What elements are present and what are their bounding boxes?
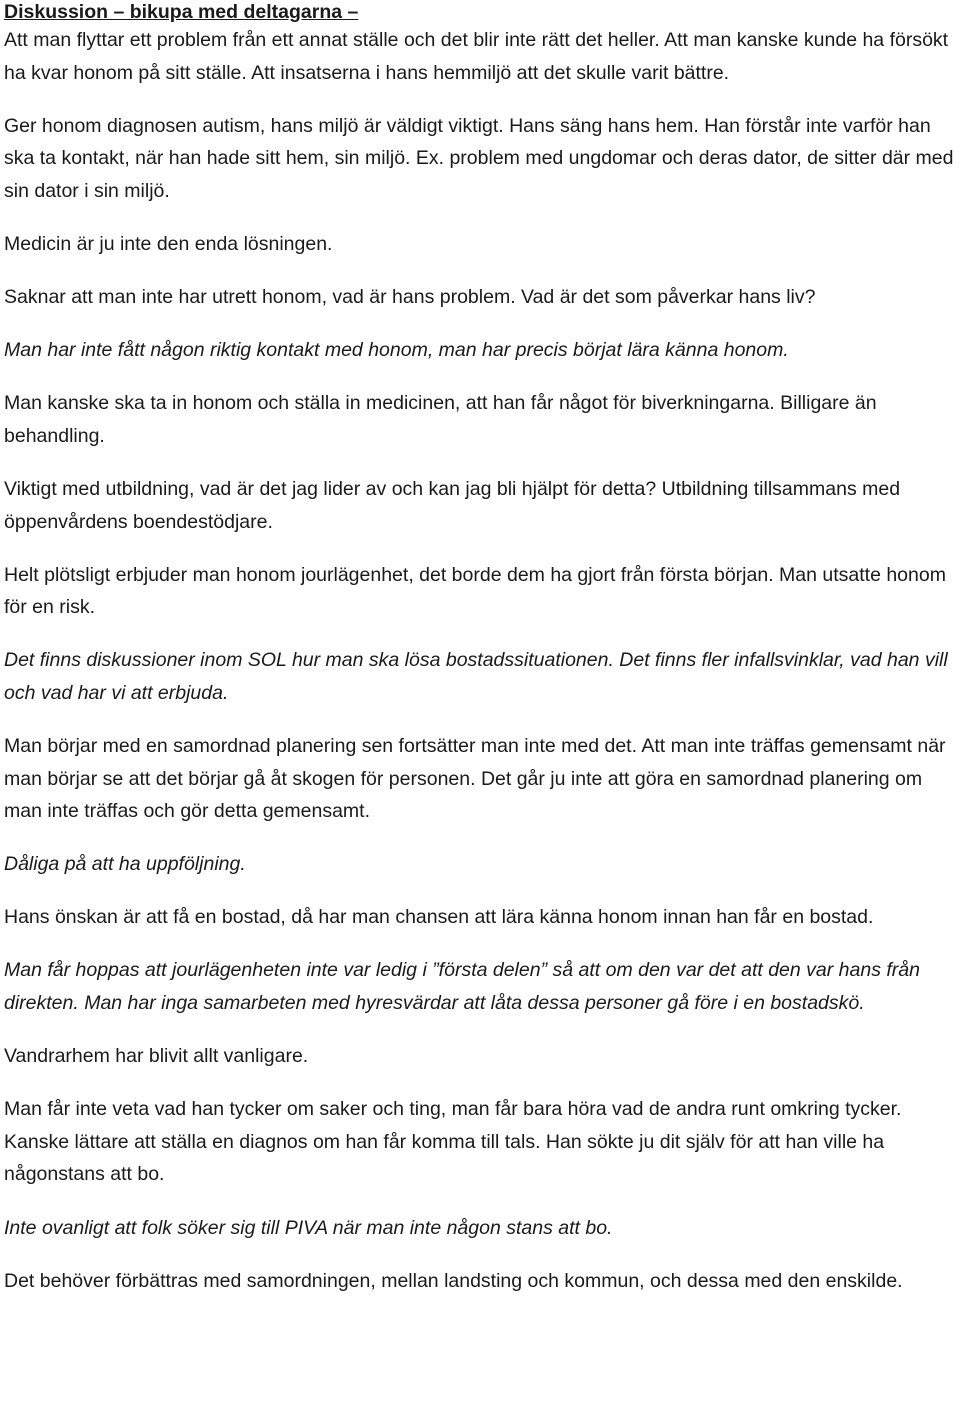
paragraph: Att man flyttar ett problem från ett annat ställe och det blir inte rätt det heller. Att man kanske kunde ha försökt ha kvar honom på sitt ställe. Att insatserna i hans hemmiljö att det skulle varit bättre.	[4, 29, 949, 84]
paragraph: Viktigt med utbildning, vad är det jag lider av och kan jag bli hjälpt för detta? Utbildning tillsammans med öppenvårdens boendestödjare.	[4, 477, 901, 533]
paragraph: Man har inte fått någon riktig kontakt med honom, man har precis börjat lära känna honom.	[4, 339, 789, 362]
paragraph: Hans önskan är att få en bostad, då har man chansen att lära känna honom innan han får en bostad.	[4, 906, 874, 929]
paragraph: Dåliga på att ha uppföljning.	[4, 853, 246, 876]
document-title: Diskussion – bikupa med deltagarna –	[4, 1, 359, 23]
paragraph: Inte ovanligt att folk söker sig till PIVA när man inte någon stans att bo.	[4, 1216, 613, 1239]
paragraph: Saknar att man inte har utrett honom, vad är hans problem. Vad är det som påverkar hans liv?	[4, 286, 816, 309]
paragraph: Man kanske ska ta in honom och ställa in medicinen, att han får något för biverkningarna. Billigare än behandling.	[4, 392, 877, 447]
paragraph: Det behöver förbättras med samordningen, mellan landsting och kommun, och dessa med den enskilde.	[4, 1269, 903, 1292]
paragraph: Det finns diskussioner inom SOL hur man ska lösa bostadssituationen. Det finns fler infallsvinklar, vad han vill och vad har vi att erbjuda.	[4, 649, 948, 704]
paragraph: Ger honom diagnosen autism, hans miljö är väldigt viktigt. Hans säng hans hem. Han förstår inte varför han ska ta kontakt, när han hade sitt hem, sin miljö. Ex. problem med ungdomar och deras dator, de sitter där med sin dator i sin miljö.	[4, 114, 954, 202]
paragraph: Man får hoppas att jourlägenheten inte var ledig i ”första delen” så att om den var det att den var hans från direkten. Man har inga samarbeten med hyresvärdar att låta dessa personer gå före i en bostadskö.	[4, 959, 920, 1015]
paragraph: Medicin är ju inte den enda lösningen.	[4, 232, 333, 255]
paragraph: Man börjar med en samordnad planering sen fortsätter man inte med det. Att man inte träffas gemensamt när man börjar se att det börjar gå åt skogen för personen. Det går ju inte att göra en samordnad planering om man inte träffas och gör detta gemensamt.	[4, 735, 946, 823]
paragraph: Vandrarhem har blivit allt vanligare.	[4, 1045, 309, 1068]
paragraph: Man får inte veta vad han tycker om saker och ting, man får bara höra vad de andra runt omkring tycker. Kanske lättare att ställa en diagnos om han får komma till tals. Han sökte ju dit själv för att han ville ha någonstans att bo.	[4, 1098, 902, 1186]
paragraph: Helt plötsligt erbjuder man honom jourlägenhet, det borde dem ha gjort från första början. Man utsatte honom för en risk.	[4, 563, 946, 619]
